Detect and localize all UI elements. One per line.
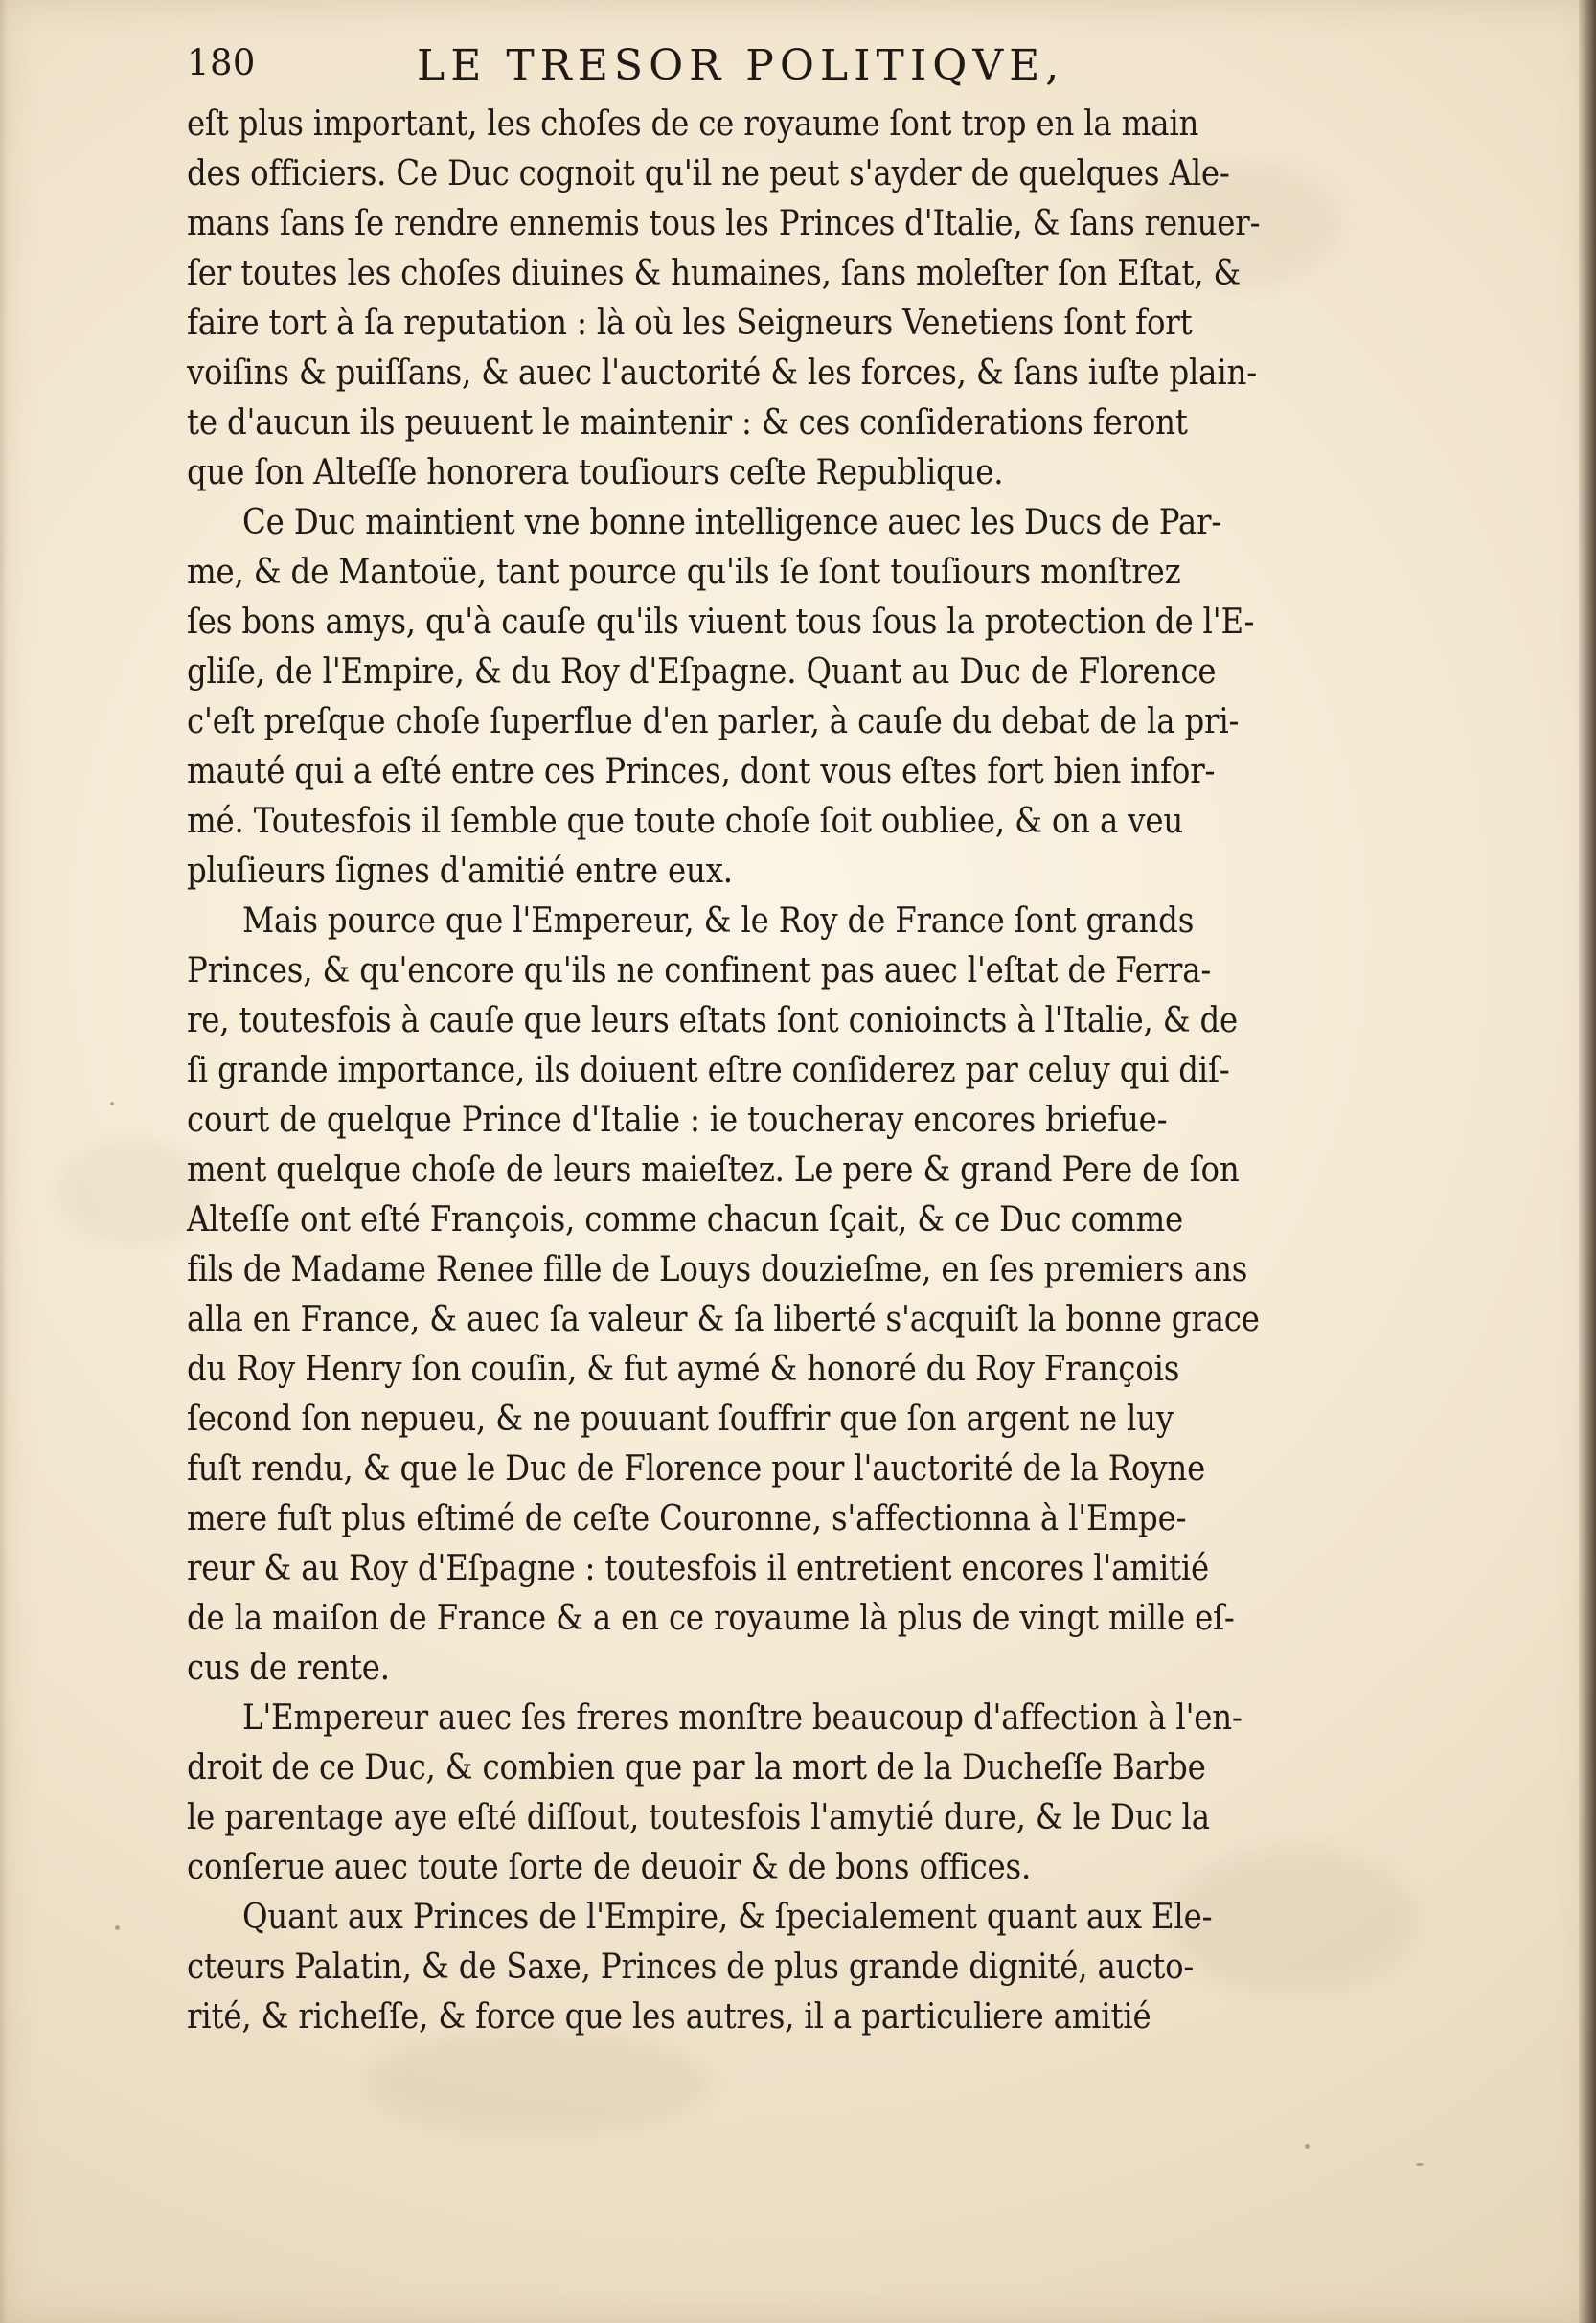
ink-speck (1305, 2144, 1310, 2149)
text-line: cteurs Palatin, & de Saxe, Princes de plus grande dignité, aucto- (187, 1947, 1195, 1987)
page-left-shadow (0, 0, 8, 2323)
body-text (187, 104, 1475, 2081)
paragraph-start-line: Mais pource que l'Empereur, & le Roy de France ſont grands (242, 901, 1195, 941)
page-number: 180 (187, 42, 256, 83)
text-line: te d'aucun ils peuuent le maintenir : & ces conſiderations feront (187, 403, 1188, 443)
text-line: pluſieurs ſignes d'amitié entre eux. (187, 852, 733, 891)
ink-speck (110, 1102, 114, 1105)
text-line: ment quelque choſe de leurs maieſtez. Le pere & grand Pere de ſon (187, 1150, 1240, 1190)
text-line: droit de ce Duc, & combien que par la mort de la Ducheſſe Barbe (187, 1748, 1206, 1788)
running-title: LE TRESOR POLITIQVE, (417, 41, 1065, 90)
text-line: ſer toutes les choſes diuines & humaines, ſans moleſter ſon Eſtat, & (187, 254, 1242, 293)
text-line: faire tort à ſa reputation : là où les Seigneurs Venetiens ſont fort (187, 304, 1193, 343)
text-line: mauté qui a eſté entre ces Princes, dont vous eſtes fort bien infor- (187, 752, 1216, 791)
text-line: Princes, & qu'encore qu'ils ne confinent pas auec l'eſtat de Ferra- (187, 951, 1212, 991)
text-line: re, toutesfois à cauſe que leurs eſtats ſont conioincts à l'Italie, & de (187, 1001, 1239, 1040)
text-line: ſi grande importance, ils doiuent eſtre conſiderez par celuy qui diſ- (187, 1051, 1230, 1090)
text-line: mé. Toutesfois il ſemble que toute choſe ſoit oubliee, & on a veu (187, 802, 1184, 841)
text-line: des officiers. Ce Duc cognoit qu'il ne peut s'ayder de quelques Ale- (187, 154, 1230, 194)
text-line: le parentage aye eſté diſſout, toutesfois l'amytié dure, & le Duc la (187, 1798, 1210, 1837)
page-header (187, 42, 1317, 98)
text-line: c'eſt preſque choſe ſuperflue d'en parler, à cauſe du debat de la pri- (187, 702, 1240, 741)
text-line: ſecond ſon nepueu, & ne pouuant ſouffrir que ſon argent ne luy (187, 1400, 1174, 1439)
paragraph-start-line: Ce Duc maintient vne bonne intelligence auec les Ducs de Par- (242, 503, 1222, 542)
text-line: rité, & richeſſe, & force que les autres, il a particuliere amitié (187, 1997, 1151, 2037)
paragraph-start-line: L'Empereur auec ſes freres monſtre beaucoup d'affection à l'en- (242, 1698, 1243, 1738)
text-line: alla en France, & auec ſa valeur & ſa liberté s'acquiſt la bonne grace (187, 1300, 1260, 1339)
text-line: mere fuſt plus eſtimé de ceſte Couronne, s'affectionna à l'Empe- (187, 1499, 1187, 1538)
ink-speck (115, 1925, 120, 1930)
text-line: ſes bons amys, qu'à cauſe qu'ils viuent tous ſous la protection de l'E- (187, 603, 1255, 642)
text-line: cus de rente. (187, 1649, 390, 1688)
text-line: Alteſſe ont eſté François, comme chacun ſçait, & ce Duc comme (187, 1200, 1184, 1240)
text-line: fuſt rendu, & que le Duc de Florence pour l'auctorité de la Royne (187, 1449, 1206, 1489)
text-line: voiſins & puiſſans, & auec l'auctorité & les forces, & ſans iuſte plain- (187, 353, 1257, 393)
paragraph-start-line: Quant aux Princes de l'Empire, & ſpecialement quant aux Ele- (242, 1898, 1213, 1937)
text-line: gliſe, de l'Empire, & du Roy d'Eſpagne. Quant au Duc de Florence (187, 652, 1217, 692)
text-line: me, & de Mantoüe, tant pource qu'ils ſe ſont touſiours monſtrez (187, 553, 1181, 592)
text-line: conſerue auec toute ſorte de deuoir & de bons offices. (187, 1848, 1032, 1887)
text-line: que ſon Alteſſe honorera touſiours ceſte Republique. (187, 453, 1004, 492)
text-line: reur & au Roy d'Eſpagne : toutesfois il entretient encores l'amitié (187, 1549, 1210, 1588)
text-line: eſt plus important, les choſes de ce royaume ſont trop en la main (187, 104, 1199, 144)
text-line: court de quelque Prince d'Italie : ie toucheray encores briefue- (187, 1101, 1168, 1140)
text-line: du Roy Henry ſon couſin, & fut aymé & honoré du Roy François (187, 1350, 1180, 1389)
text-line: mans ſans ſe rendre ennemis tous les Princes d'Italie, & ſans renuer- (187, 204, 1261, 243)
ink-speck (1416, 2163, 1424, 2166)
page-right-edge (1579, 0, 1596, 2323)
text-line: de la maiſon de France & a en ce royaume là plus de vingt mille eſ- (187, 1599, 1235, 1638)
text-line: fils de Madame Renee fille de Louys douzieſme, en ſes premiers ans (187, 1250, 1248, 1289)
